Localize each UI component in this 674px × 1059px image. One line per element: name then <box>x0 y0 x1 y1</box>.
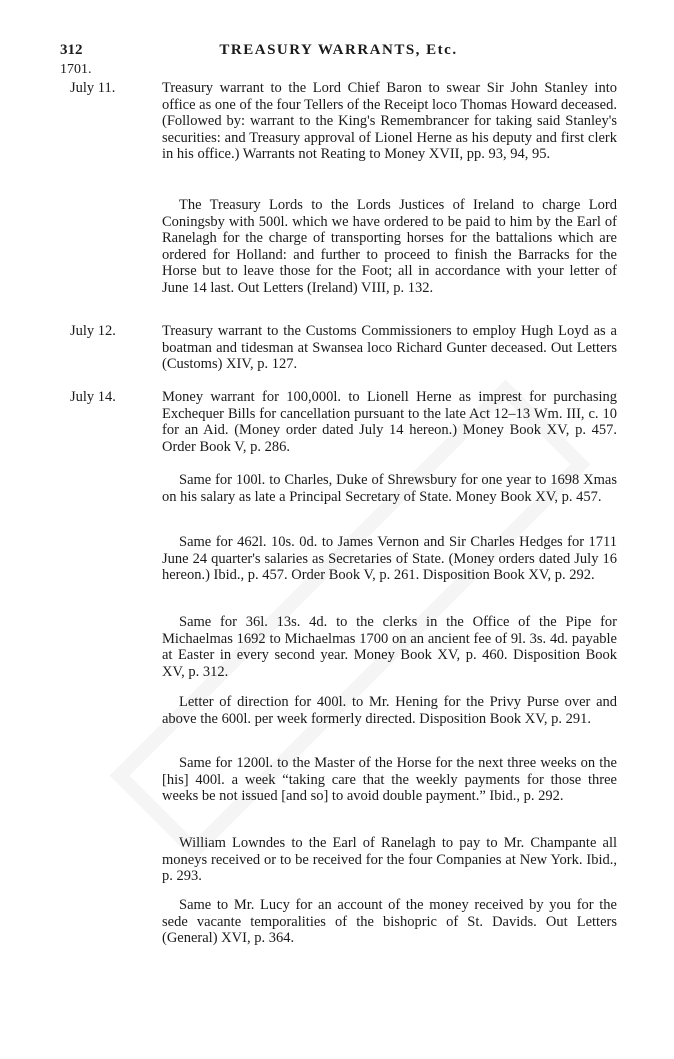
entry-date: July 12. <box>70 323 116 339</box>
year-label: 1701. <box>60 62 92 77</box>
entry-text: Letter of direction for 400l. to Mr. Hening for the Privy Purse over and above the 600l. per week formerly directed. Disposition Book XV, p. 291. <box>162 694 617 727</box>
entry-text: The Treasury Lords to the Lords Justices of Ireland to charge Lord Coningsby with 500l. which we have ordered to be paid to him by the Earl of Ranelagh for the charge of transporting horses for the battalions which are ordered for Holland: and further to proceed to finish the Barracks for the Horse but to leave those for the Foot; all in accordance with your letter of June 14 last. Out Letters (Ireland) VIII, p. 132. <box>162 197 617 296</box>
entry-text: Treasury warrant to the Lord Chief Baron to swear Sir John Stanley into office as one of the four Tellers of the Receipt loco Thomas Howard deceased. (Followed by: warrant to the King's Remembrancer for taking said Stanley's securities: and Treasury approval of Lionel Herne as his deputy and first clerk in his office.) Warrants not Reating to Money XVII, pp. 93, 94, 95. <box>162 80 617 162</box>
entry-text: Same for 36l. 13s. 4d. to the clerks in the Office of the Pipe for Michaelmas 1692 to Michaelmas 1700 on an ancient fee of 9l. 3s. 4d. payable at Easter in every second year. Money Book XV, p. 460. Disposition Book XV, p. 312. <box>162 614 617 680</box>
running-title: TREASURY WARRANTS, Etc. <box>219 42 458 58</box>
entry-text: Money warrant for 100,000l. to Lionell Herne as imprest for purchasing Exchequer Bills for cancellation pursuant to the late Act 12–13 Wm. III, c. 10 for an Aid. (Money order dated July 14 hereon.) Money Book XV, p. 457. Order Book V, p. 286. <box>162 389 617 455</box>
page-header <box>60 42 617 64</box>
entry-text: Same for 462l. 10s. 0d. to James Vernon and Sir Charles Hedges for 1711 June 24 quarter's salaries as Secretaries of State. (Money orders dated July 16 hereon.) Ibid., p. 457. Order Book V, p. 261. Disposition Book XV, p. 292. <box>162 534 617 583</box>
page-number: 312 <box>60 42 83 58</box>
entry-text: Treasury warrant to the Customs Commissioners to employ Hugh Loyd as a boatman and tidesman at Swansea loco Richard Gunter deceased. Out Letters (Customs) XIV, p. 127. <box>162 323 617 372</box>
entry-text: Same for 1200l. to the Master of the Horse for the next three weeks on the [his] 400l. a week “taking care that the weekly payments for those three weeks be not issued [and so] to avoid double payment.” Ibid., p. 292. <box>162 755 617 804</box>
entry-text: Same to Mr. Lucy for an account of the money received by you for the sede vacante temporalities of the bishopric of St. Davids. Out Letters (General) XVI, p. 364. <box>162 897 617 946</box>
entry-text: William Lowndes to the Earl of Ranelagh to pay to Mr. Champante all moneys received or to be received for the four Companies at New York. Ibid., p. 293. <box>162 835 617 884</box>
entry-date: July 14. <box>70 389 116 405</box>
entry-text: Same for 100l. to Charles, Duke of Shrewsbury for one year to 1698 Xmas on his salary as late a Principal Secretary of State. Money Book XV, p. 457. <box>162 472 617 505</box>
entry-date: July 11. <box>70 80 116 96</box>
